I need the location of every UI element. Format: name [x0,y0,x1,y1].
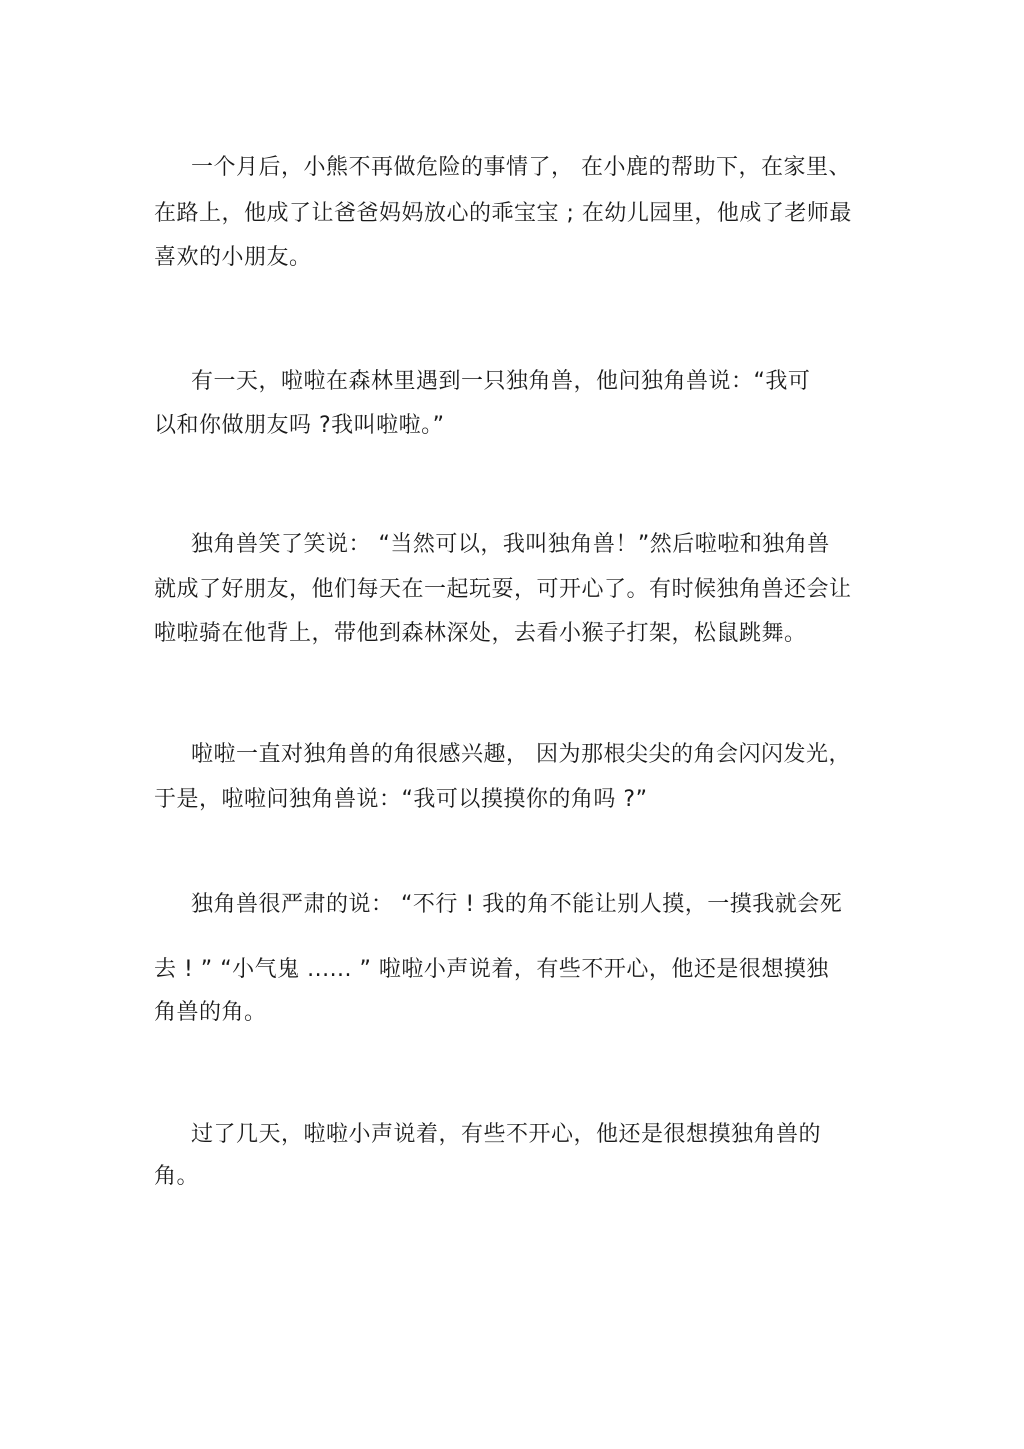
paragraph-4-line-1: 啦啦一直对独角兽的角很感兴趣， 因为那根尖尖的角会闪闪发光， [191,742,851,767]
paragraph-3-line-3: 啦啦骑在他背上，带他到森林深处，去看小猴子打架，松鼠跳舞。 [154,621,807,646]
paragraph-5-line-1: 独角兽很严肃的说： “不行 ! 我的角不能让别人摸，一摸我就会死 [191,892,843,917]
paragraph-5-line-2: 去 ! ” “小气鬼 ...... ” 啦啦小声说着，有些不开心，他还是很想摸独 [154,957,829,982]
paragraph-3-line-1: 独角兽笑了笑说： “当然可以，我叫独角兽！”然后啦啦和独角兽 [191,532,830,557]
paragraph-2-line-1: 有一天，啦啦在森林里遇到一只独角兽，他问独角兽说：“我可 [191,369,811,394]
paragraph-6-line-1: 过了几天，啦啦小声说着，有些不开心，他还是很想摸独角兽的 [191,1122,822,1147]
paragraph-3-line-2: 就成了好朋友，他们每天在一起玩耍，可开心了。有时候独角兽还会让 [154,577,852,602]
paragraph-6-line-2: 角。 [154,1164,200,1189]
paragraph-4-line-2: 于是，啦啦问独角兽说：“我可以摸摸你的角吗 ?” [154,787,648,812]
paragraph-1-line-3: 喜欢的小朋友。 [154,245,312,270]
paragraph-1-line-2: 在路上，他成了让爸爸妈妈放心的乖宝宝 ; 在幼儿园里，他成了老师最 [154,201,852,226]
paragraph-2-line-2: 以和你做朋友吗 ?我叫啦啦。” [154,413,445,438]
paragraph-5-line-3: 角兽的角。 [154,1000,267,1025]
paragraph-1-line-1: 一个月后，小熊不再做危险的事情了， 在小鹿的帮助下，在家里、 [191,155,851,180]
